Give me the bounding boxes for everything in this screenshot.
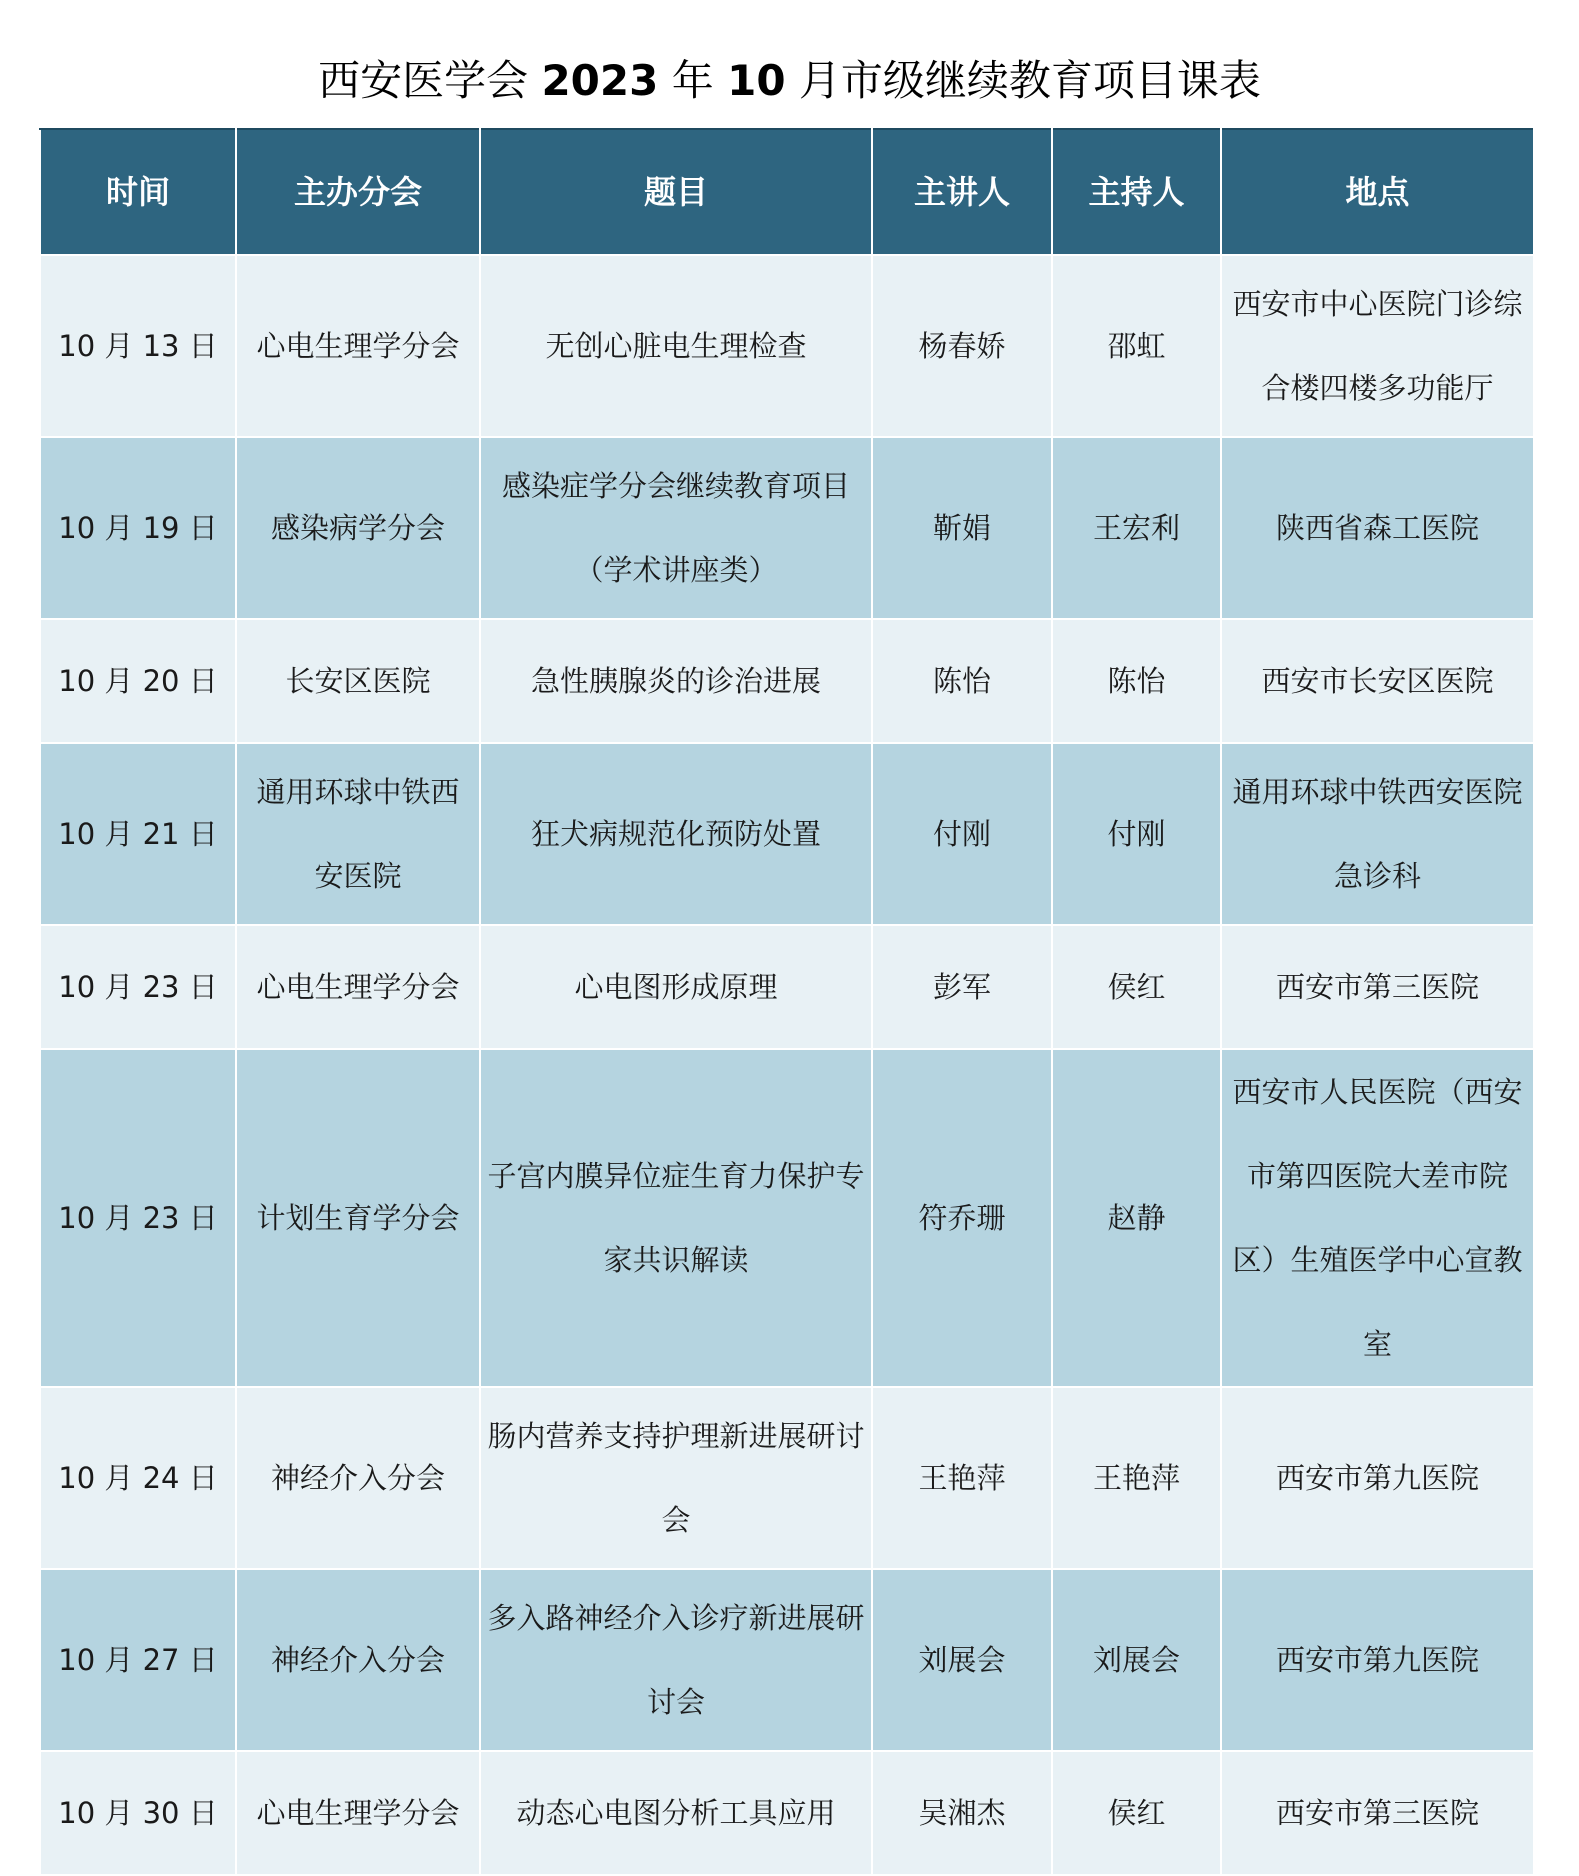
table-row: [40, 255, 1534, 437]
table-row: [40, 1049, 1534, 1387]
cell-organizer: 心电生理学分会: [236, 255, 480, 437]
cell-date: 10 月 13 日: [40, 255, 236, 437]
title-part2: 年: [671, 56, 714, 105]
table-row: [40, 1569, 1534, 1751]
cell-location: 西安市长安区医院: [1221, 619, 1534, 743]
cell-host: 刘展会: [1052, 1569, 1221, 1751]
header-host: 主持人: [1052, 129, 1221, 255]
cell-speaker: 靳娟: [872, 437, 1052, 619]
cell-speaker: 刘展会: [872, 1569, 1052, 1751]
cell-speaker: 彭军: [872, 925, 1052, 1049]
cell-date: 10 月 23 日: [40, 1049, 236, 1387]
cell-date: 10 月 23 日: [40, 925, 236, 1049]
header-topic: 题目: [480, 129, 872, 255]
cell-location: 西安市第九医院: [1221, 1569, 1534, 1751]
cell-host: 陈怡: [1052, 619, 1221, 743]
cell-host: 王宏利: [1052, 437, 1221, 619]
cell-organizer: 神经介入分会: [236, 1569, 480, 1751]
cell-host: 赵静: [1052, 1049, 1221, 1387]
title-year: 2023: [541, 56, 659, 105]
cell-location: 西安市人民医院（西安市第四医院大差市院区）生殖医学中心宣教室: [1221, 1049, 1534, 1387]
cell-date: 10 月 20 日: [40, 619, 236, 743]
table-header-row: [40, 129, 1534, 255]
cell-host: 侯红: [1052, 1751, 1221, 1875]
cell-topic: 子宫内膜异位症生育力保护专家共识解读: [480, 1049, 872, 1387]
cell-host: 侯红: [1052, 925, 1221, 1049]
cell-date: 10 月 24 日: [40, 1387, 236, 1569]
cell-topic: 无创心脏电生理检查: [480, 255, 872, 437]
cell-speaker: 王艳萍: [872, 1387, 1052, 1569]
cell-topic: 急性胰腺炎的诊治进展: [480, 619, 872, 743]
cell-location: 西安市中心医院门诊综合楼四楼多功能厅: [1221, 255, 1534, 437]
header-location: 地点: [1221, 129, 1534, 255]
title-part1: 西安医学会: [318, 56, 529, 105]
cell-organizer: 感染病学分会: [236, 437, 480, 619]
table-row: [40, 743, 1534, 925]
cell-organizer: 长安区医院: [236, 619, 480, 743]
cell-organizer: 神经介入分会: [236, 1387, 480, 1569]
table-row: [40, 925, 1534, 1049]
table-row: [40, 437, 1534, 619]
schedule-table: [39, 128, 1535, 1876]
cell-date: 10 月 30 日: [40, 1751, 236, 1875]
cell-speaker: 付刚: [872, 743, 1052, 925]
table-row: [40, 1751, 1534, 1875]
header-organizer: 主办分会: [236, 129, 480, 255]
title-month: 10: [727, 56, 786, 105]
cell-host: 王艳萍: [1052, 1387, 1221, 1569]
cell-date: 10 月 19 日: [40, 437, 236, 619]
cell-organizer: 心电生理学分会: [236, 1751, 480, 1875]
cell-speaker: 陈怡: [872, 619, 1052, 743]
title-part3: 月市级继续教育项目课表: [798, 56, 1261, 105]
cell-organizer: 心电生理学分会: [236, 925, 480, 1049]
cell-speaker: 杨春娇: [872, 255, 1052, 437]
page-title: [0, 46, 1579, 116]
cell-organizer: 计划生育学分会: [236, 1049, 480, 1387]
cell-topic: 狂犬病规范化预防处置: [480, 743, 872, 925]
cell-speaker: 吴湘杰: [872, 1751, 1052, 1875]
cell-date: 10 月 27 日: [40, 1569, 236, 1751]
cell-topic: 多入路神经介入诊疗新进展研讨会: [480, 1569, 872, 1751]
cell-topic: 感染症学分会继续教育项目（学术讲座类）: [480, 437, 872, 619]
cell-organizer: 通用环球中铁西安医院: [236, 743, 480, 925]
table-row: [40, 619, 1534, 743]
cell-location: 西安市第三医院: [1221, 1751, 1534, 1875]
cell-location: 西安市第九医院: [1221, 1387, 1534, 1569]
cell-topic: 动态心电图分析工具应用: [480, 1751, 872, 1875]
cell-host: 付刚: [1052, 743, 1221, 925]
header-time: 时间: [40, 129, 236, 255]
cell-topic: 肠内营养支持护理新进展研讨会: [480, 1387, 872, 1569]
header-speaker: 主讲人: [872, 129, 1052, 255]
cell-date: 10 月 21 日: [40, 743, 236, 925]
cell-location: 通用环球中铁西安医院急诊科: [1221, 743, 1534, 925]
cell-host: 邵虹: [1052, 255, 1221, 437]
cell-speaker: 符乔珊: [872, 1049, 1052, 1387]
cell-location: 西安市第三医院: [1221, 925, 1534, 1049]
cell-topic: 心电图形成原理: [480, 925, 872, 1049]
cell-location: 陕西省森工医院: [1221, 437, 1534, 619]
table-row: [40, 1387, 1534, 1569]
